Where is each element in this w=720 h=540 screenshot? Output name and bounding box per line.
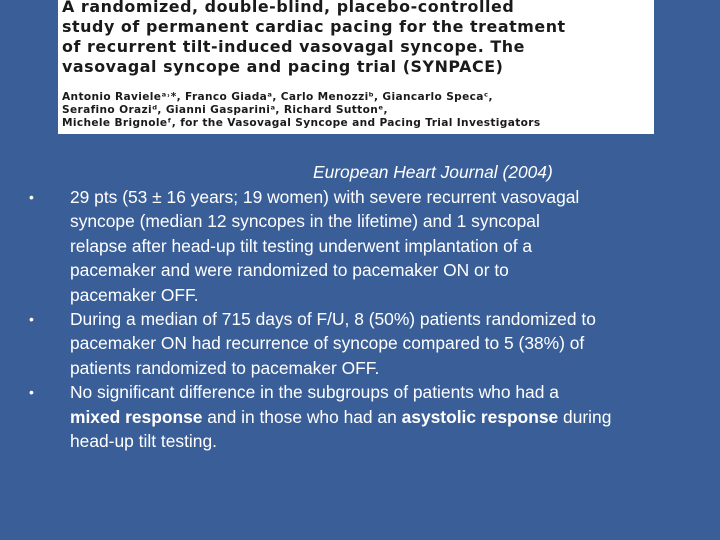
bullet-line xyxy=(70,356,684,380)
bullet-line xyxy=(70,380,684,404)
bullet-mark-icon: • xyxy=(29,311,34,328)
bullet-text: pacemaker OFF. xyxy=(70,284,199,305)
bullet-mark-icon: • xyxy=(29,384,34,401)
emphasis-mixed-response: mixed response xyxy=(70,406,203,427)
bullet-list xyxy=(0,185,720,453)
bullet-item xyxy=(0,185,720,307)
authors-line: Serafino Oraziᵈ, Gianni Gaspariniᵃ, Richard Suttonᵉ, xyxy=(62,104,388,116)
bullet-text: relapse after head-up tilt testing underwent implantation of a xyxy=(70,235,533,256)
bullet-line xyxy=(70,283,684,307)
article-authors xyxy=(62,91,652,130)
bullet-text: No significant difference in the subgroups of patients who had a xyxy=(70,382,559,403)
article-title-line: study of permanent cardiac pacing for the treatment xyxy=(62,17,566,36)
journal-citation: European Heart Journal (2004) xyxy=(313,162,553,182)
bullet-text: pacemaker ON had recurrence of syncope compared to 5 (38%) of xyxy=(70,333,585,354)
bullet-line xyxy=(70,234,684,258)
bullet-line xyxy=(70,209,684,233)
bullet-text: pacemaker and were randomized to pacemaker ON or to xyxy=(70,260,509,281)
bullet-text: head-up tilt testing. xyxy=(70,431,217,452)
article-title-image xyxy=(58,0,654,134)
emphasis-asystolic-response: asystolic response xyxy=(401,406,559,427)
bullet-text: 29 pts (53 ± 16 years; 19 women) with severe recurrent vasovagal xyxy=(70,187,580,207)
article-title-line: A randomized, double-blind, placebo-controlled xyxy=(62,0,515,16)
article-title xyxy=(62,0,652,77)
bullet-line xyxy=(70,331,684,355)
bullet-line xyxy=(70,258,684,282)
bullet-line xyxy=(70,405,684,429)
bullet-item xyxy=(0,307,720,380)
bullet-text: syncope (median 12 syncopes in the lifetime) and 1 syncopal xyxy=(70,211,540,232)
article-title-line: of recurrent tilt-induced vasovagal syncope. The xyxy=(62,37,525,56)
authors-line: Michele Brignoleᶠ, for the Vasovagal Syncope and Pacing Trial Investigators xyxy=(62,117,541,129)
article-title-line: vasovagal syncope and pacing trial (SYNPACE) xyxy=(62,57,504,76)
bullet-line xyxy=(70,307,684,331)
authors-line: Antonio Ravieleᵃ˒*, Franco Giadaᵃ, Carlo Menozziᵇ, Giancarlo Specaᶜ, xyxy=(62,91,493,103)
bullet-text: during xyxy=(558,406,612,427)
bullet-text: patients randomized to pacemaker OFF. xyxy=(70,357,380,378)
bullet-text: During a median of 715 days of F/U, 8 (50%) patients randomized to xyxy=(70,309,596,330)
bullet-item xyxy=(0,380,720,453)
bullet-text: and in those who had an xyxy=(202,406,402,427)
bullet-line xyxy=(70,429,684,453)
bullet-line xyxy=(70,185,684,209)
bullet-mark-icon: • xyxy=(29,189,34,205)
